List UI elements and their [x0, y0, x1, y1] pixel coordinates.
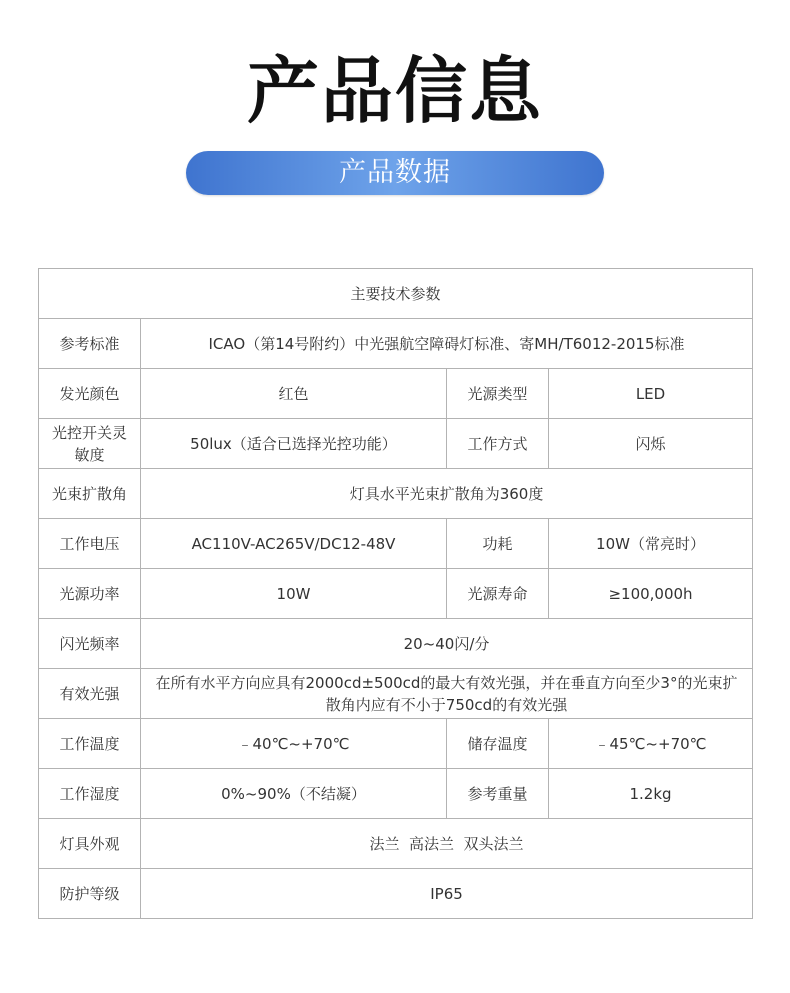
- param-value: AC110V-AC265V/DC12-48V: [141, 519, 447, 569]
- param-value: 红色: [141, 369, 447, 419]
- table-row: [39, 819, 753, 869]
- param-value: 50lux（适合已选择光控功能）: [141, 419, 447, 469]
- spec-table: [38, 268, 753, 919]
- table-row: [39, 569, 753, 619]
- param-value: LED: [549, 369, 753, 419]
- param-label: 闪光频率: [39, 619, 141, 669]
- table-heading: 主要技术参数: [39, 269, 753, 319]
- param-value: 在所有水平方向应具有2000cd±500cd的最大有效光强，并在垂直方向至少3°的光束扩散角内应有不小于750cd的有效光强: [141, 669, 753, 719]
- param-label: 光源功率: [39, 569, 141, 619]
- table-row: [39, 769, 753, 819]
- param-value: 20~40闪/分: [141, 619, 753, 669]
- param-label: 工作温度: [39, 719, 141, 769]
- param-value: 0%~90%（不结凝）: [141, 769, 447, 819]
- param-value: IP65: [141, 869, 753, 919]
- param-value: 灯具水平光束扩散角为360度: [141, 469, 753, 519]
- page-title: 产品信息: [246, 49, 543, 133]
- table-row: [39, 369, 753, 419]
- table-row: [39, 619, 753, 669]
- param-label: 有效光强: [39, 669, 141, 719]
- param-value: 1.2kg: [549, 769, 753, 819]
- param-value: ﹣45℃~+70℃: [549, 719, 753, 769]
- param-label: 功耗: [447, 519, 549, 569]
- param-label: 光源类型: [447, 369, 549, 419]
- table-row: [39, 519, 753, 569]
- table-row: [39, 869, 753, 919]
- table-row: [39, 319, 753, 369]
- param-label: 光控开关灵敏度: [39, 419, 141, 469]
- param-value: ﹣40℃~+70℃: [141, 719, 447, 769]
- param-label: 光束扩散角: [39, 469, 141, 519]
- table-row: [39, 469, 753, 519]
- param-value: ≥100,000h: [549, 569, 753, 619]
- param-value: ICAO（第14号附约）中光强航空障碍灯标准、寄MH/T6012-2015标准: [141, 319, 753, 369]
- param-label: 工作湿度: [39, 769, 141, 819]
- param-label: 光源寿命: [447, 569, 549, 619]
- param-label: 工作方式: [447, 419, 549, 469]
- table-row: [39, 419, 753, 469]
- param-value: 10W: [141, 569, 447, 619]
- table-row: [39, 719, 753, 769]
- section-banner: 产品数据: [186, 151, 604, 195]
- param-label: 参考重量: [447, 769, 549, 819]
- param-label: 参考标准: [39, 319, 141, 369]
- param-label: 储存温度: [447, 719, 549, 769]
- param-value: 10W（常亮时）: [549, 519, 753, 569]
- param-label: 防护等级: [39, 869, 141, 919]
- param-label: 灯具外观: [39, 819, 141, 869]
- param-label: 发光颜色: [39, 369, 141, 419]
- param-label: 工作电压: [39, 519, 141, 569]
- param-value: 法兰 高法兰 双头法兰: [141, 819, 753, 869]
- param-value: 闪烁: [549, 419, 753, 469]
- table-row: [39, 669, 753, 719]
- table-row: [39, 269, 753, 319]
